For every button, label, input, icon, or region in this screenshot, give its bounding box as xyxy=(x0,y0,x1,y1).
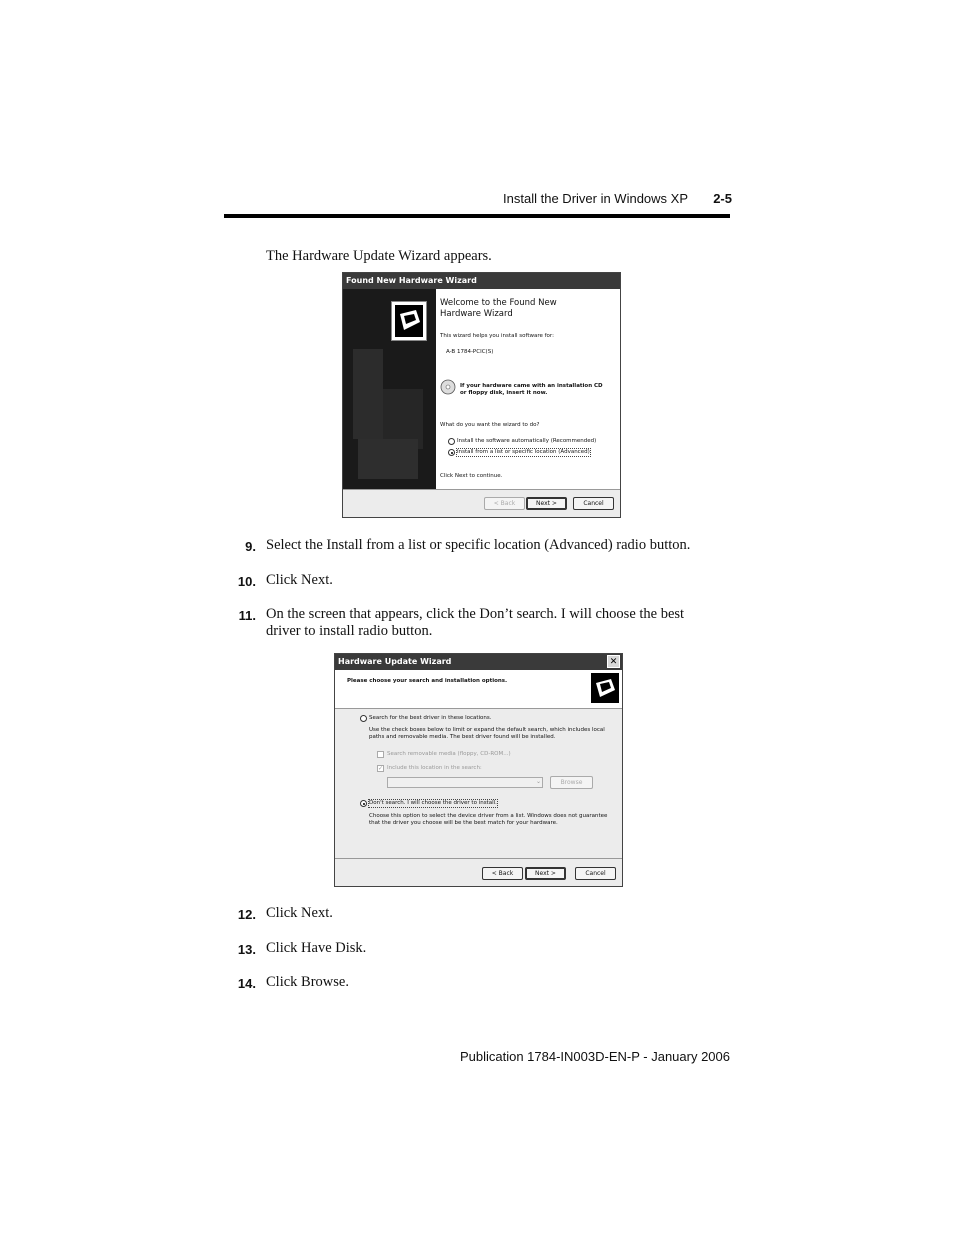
step-10-text: Click Next. xyxy=(266,572,333,588)
close-button[interactable]: ✕ xyxy=(607,655,620,668)
dialog2-heading: Please choose your search and installation options. xyxy=(347,678,508,684)
step-14-text: Click Browse. xyxy=(266,974,349,990)
chk-removable-label: Search removable media (floppy, CD-ROM...) xyxy=(387,751,511,757)
hardware-wizard-icon xyxy=(391,301,427,341)
hardware-update-dialog xyxy=(334,653,623,887)
back-button[interactable]: < Back xyxy=(484,497,525,510)
publication-footer: Publication 1784-IN003D-EN-P - January 2006 xyxy=(459,1049,730,1064)
next-button[interactable]: Next > xyxy=(526,497,567,510)
step-14-number: 14. xyxy=(237,976,256,991)
step-12-number: 12. xyxy=(237,907,256,922)
dialog1-title: Found New Hardware Wizard xyxy=(346,276,477,285)
welcome-heading: Welcome to the Found New Hardware Wizard xyxy=(440,298,557,319)
step-10-number: 10. xyxy=(237,574,256,589)
dont-description: Choose this option to select the device driver from a list. Windows does not guarantee that the driver you choose will be the best match for your hardware. xyxy=(369,813,608,826)
checkbox-removable-media[interactable] xyxy=(377,751,384,758)
step-12-text: Click Next. xyxy=(266,905,333,921)
step-9-number: 9. xyxy=(245,539,256,554)
back-button-2[interactable]: < Back xyxy=(482,867,523,880)
chevron-down-icon: ⌄ xyxy=(535,778,541,785)
location-combobox[interactable] xyxy=(387,777,543,788)
next-button-2[interactable]: Next > xyxy=(525,867,566,880)
device-name: A-B 1784-PCIC(S) xyxy=(446,349,494,355)
dialog1-titlebar xyxy=(343,273,620,289)
hardware-wizard-icon-small xyxy=(591,673,619,703)
step-11-number: 11. xyxy=(238,608,256,623)
helps-text: This wizard helps you install software for: xyxy=(440,333,554,339)
button-divider-2 xyxy=(335,858,622,859)
page-number: 2-5 xyxy=(713,191,732,206)
radio-search-best-driver[interactable] xyxy=(360,715,367,722)
radio-install-from-list[interactable] xyxy=(448,449,455,456)
option-auto-label: Install the software automatically (Recommended) xyxy=(457,438,597,444)
checkbox-include-location[interactable]: ✓ xyxy=(378,765,384,772)
intro-text: The Hardware Update Wizard appears. xyxy=(266,248,492,264)
step-13-text: Click Have Disk. xyxy=(266,940,367,956)
radio-install-automatic[interactable] xyxy=(448,438,455,445)
cd-note: If your hardware came with an installation CD or floppy disk, insert it now. xyxy=(460,383,603,396)
cd-icon xyxy=(440,379,456,395)
step-9-text: Select the Install from a list or specific location (Advanced) radio button. xyxy=(266,537,691,553)
found-new-hardware-dialog xyxy=(342,272,621,518)
option-list-label: Install from a list or specific location (Advanced) xyxy=(457,449,590,455)
search-description: Use the check boxes below to limit or expand the default search, which includes local paths and removable media. The best driver found will be installed. xyxy=(369,727,605,740)
question-text: What do you want the wizard to do? xyxy=(440,422,540,428)
header-rule xyxy=(224,214,730,218)
chk-location-label: Include this location in the search: xyxy=(387,765,482,771)
step-11-text: On the screen that appears, click the Don’t search. I will choose the best driver to install radio button. xyxy=(266,606,685,639)
dialog2-header xyxy=(335,670,622,709)
dialog1-content xyxy=(436,289,620,489)
continue-text: Click Next to continue. xyxy=(440,473,503,479)
step-13-number: 13. xyxy=(237,942,256,957)
dialog2-titlebar xyxy=(335,654,622,670)
running-header-title: Install the Driver in Windows XP xyxy=(503,191,688,206)
dialog2-title: Hardware Update Wizard xyxy=(338,657,452,666)
button-divider xyxy=(343,489,620,490)
wizard-banner xyxy=(343,289,436,489)
opt-dont-label: Don't search. I will choose the driver to install. xyxy=(369,800,497,806)
opt-search-label: Search for the best driver in these locations. xyxy=(369,715,492,721)
radio-dont-search[interactable] xyxy=(360,800,367,807)
cancel-button[interactable]: Cancel xyxy=(573,497,614,510)
browse-button[interactable]: Browse xyxy=(550,776,593,789)
cancel-button-2[interactable]: Cancel xyxy=(575,867,616,880)
